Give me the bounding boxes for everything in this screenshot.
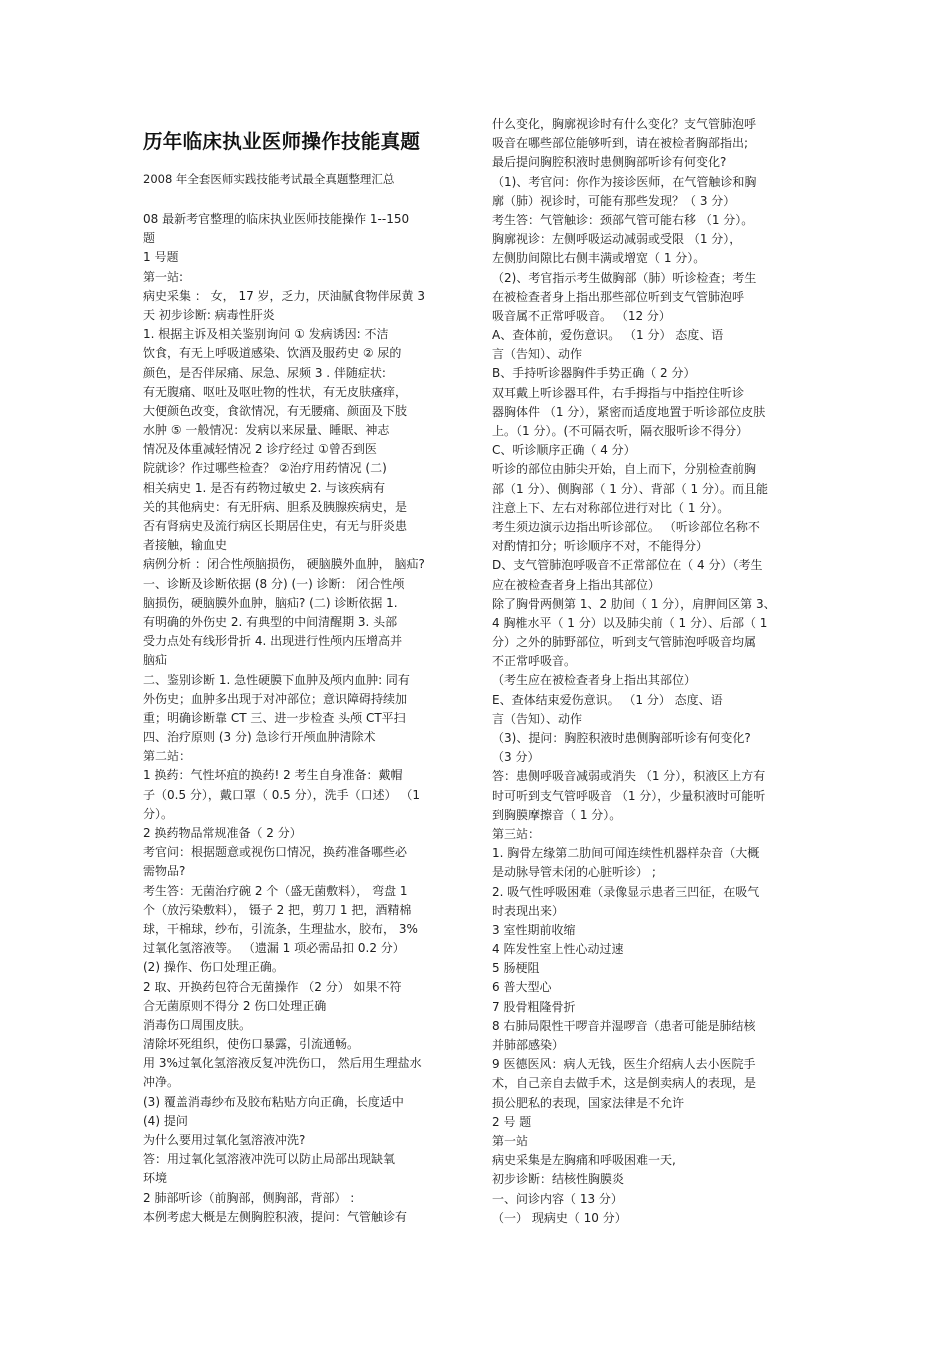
text-line: 对酌情扣分；听诊顺序不对，不能得分） (492, 539, 709, 554)
text-line: 4 阵发性室上性心动过速 (492, 942, 624, 957)
text-line: 言（告知）、动作 (492, 711, 583, 726)
text-line: 二、鉴别诊断 1. 急性硬膜下血肿及颅内血肿: 同有 (143, 672, 410, 687)
text-line: 考生答：气管触诊：颈部气管可能右移 （1 分）。 (492, 212, 754, 227)
text-line: 上。（1 分）。(不可隔衣听，隔衣服听诊不得分） (492, 424, 749, 438)
text-line: 听诊的部位由肺尖开始，自上而下，分别检查前胸 (492, 462, 757, 477)
text-line: 重；明确诊断靠 CT 三、进一步检查 头颅 CT平扫 (143, 710, 406, 725)
text-line: 合无菌原则不得分 2 伤口处理正确 (143, 998, 327, 1013)
text-line: 注意上下、左右对称部位进行对比（ 1 分）。 (492, 500, 730, 515)
text-line: （2)、考官指示考生做胸部（肺）听诊检查；考生 (492, 270, 757, 285)
text-line: 是动脉导管未闭的心脏听诊） ; (492, 865, 656, 880)
text-line: 者接触，输血史 (143, 538, 228, 553)
text-line: 病史采集是左胸痛和呼吸困难一天, (492, 1153, 676, 1168)
text-line: 清除坏死组织，使伤口暴露，引流通畅。 (143, 1037, 360, 1052)
text-line: 分）之外的肺野部位，听到支气管肺泡呼吸音均属 (492, 635, 757, 650)
text-line: 部（1 分）、侧胸部（ 1 分）、背部（ 1 分）。而且能 (492, 481, 768, 496)
text-line: 有明确的外伤史 2. 有典型的中间清醒期 3. 头部 (143, 614, 398, 629)
text-line: 脑疝 (143, 653, 168, 668)
text-line: 第一站 (492, 1133, 529, 1148)
text-line: （3)、提问：胸腔积液时患侧胸部听诊有何变化? (492, 731, 751, 745)
text-line: 2 肺部听诊（前胸部，侧胸部，背部） : (143, 1190, 355, 1205)
text-line: 天 初步诊断: 病毒性肝炎 (143, 307, 275, 322)
text-line: 答：用过氧化氢溶液冲洗可以防止局部出现缺氧 (143, 1152, 396, 1167)
text-line: 9 医德医风：病人无钱，医生介绍病人去小医院手 (492, 1057, 756, 1072)
text-line: 时可听到支气管呼吸音 （1 分），少量积液时可能听 (492, 788, 766, 803)
text-line: 1 换药：气性坏疽的换药! 2 考生自身准备：戴帽 (143, 768, 403, 783)
text-line: 到胸膜摩擦音（ 1 分）。 (492, 807, 622, 822)
text-line: 1 号题 (143, 250, 179, 265)
text-line: 院就诊？作过哪些检查？ ②治疗用药情况 (二) (143, 461, 387, 476)
text-line: 题 (143, 231, 156, 246)
text-line: 否有肾病史及流行病区长期居住史，有无与肝炎患 (143, 519, 408, 533)
text-line: 四、治疗原则 (3 分) 急诊行开颅血肿清除术 (143, 730, 376, 745)
text-line: 6 普大型心 (492, 980, 552, 995)
text-line: 本例考虑大概是左侧胸腔积液，提问：气管触诊有 (143, 1209, 408, 1224)
text-line: 考生答：无菌治疗碗 2 个（盛无菌敷料）， 弯盘 1 (143, 883, 408, 898)
right-column-text (492, 115, 812, 1228)
text-line: 初步诊断：结核性胸膜炎 (492, 1172, 625, 1187)
text-line: 3 室性期前收缩 (492, 922, 576, 937)
text-line: 言（告知）、动作 (492, 347, 583, 362)
text-line: 考生须边演示边指出听诊部位。 （听诊部位名称不 (492, 519, 760, 534)
text-line: 环境 (143, 1171, 168, 1186)
text-line: 吸音在哪些部位能够听到，请在被检者胸部指出; (492, 136, 749, 151)
left-column-text (143, 210, 461, 1227)
document-subtitle: 2008 年全套医师实践技能考试最全真题整理汇总 (143, 172, 395, 186)
text-line: 相关病史 1. 是否有药物过敏史 2. 与该疾病有 (143, 480, 386, 495)
text-line: 时表现出来） (492, 903, 565, 918)
text-line: 用 3%过氧化氢溶液反复冲洗伤口， 然后用生理盐水 (143, 1056, 422, 1071)
text-line: 关的其他病史：有无肝病、胆系及胰腺疾病史，是 (143, 499, 408, 514)
text-line: 过氧化氢溶液等。 （遗漏 1 项必需品扣 0.2 分） (143, 941, 405, 956)
text-line: (4) 提问 (143, 1113, 188, 1128)
text-line: 水肿 ⑤ 一般情况：发病以来尿量、睡眠、神志 (143, 423, 390, 438)
text-line: 双耳戴上听诊器耳件，右手拇指与中指控住听诊 (492, 385, 745, 400)
text-line: 在被检查者身上指出那些部位听到支气管肺泡呼 (492, 289, 745, 304)
text-line: 一、诊断及诊断依据 (8 分) (一) 诊断： 闭合性颅 (143, 576, 405, 591)
text-line: 脑损伤，硬脑膜外血肿，脑疝? (二) 诊断依据 1. (143, 595, 398, 610)
text-line: C、听诊顺序正确（ 4 分） (492, 443, 636, 458)
text-line: 最后提问胸腔积液时患侧胸部听诊有何变化? (492, 155, 727, 170)
text-line: 廓（肺）视诊时，可能有那些发现？（ 3 分） (492, 193, 736, 208)
text-line: 2 号 题 (492, 1114, 532, 1129)
text-line: 大便颜色改变，食欲情况，有无腰痛、颜面及下肢 (143, 403, 408, 418)
text-line: 答：患侧呼吸音减弱或消失 （1 分），积液区上方有 (492, 769, 766, 784)
text-line: A、查体前，爱伤意识。 （1 分） 态度、语 (492, 328, 724, 343)
text-line: 外伤史；血肿多出现于对冲部位；意识障碍持续加 (143, 691, 408, 706)
text-line: 08 最新考官整理的临床执业医师技能操作 1--150 (143, 212, 410, 226)
text-line: （1)、考官问：你作为接诊医师，在气管触诊和胸 (492, 174, 757, 189)
text-line: 情况及体重减轻情况 2 诊疗经过 ①曾否到医 (143, 442, 377, 457)
text-line: 应在被检查者身上指出其部位） (492, 577, 661, 592)
text-line: (3) 覆盖消毒纱布及胶布粘贴方向正确，长度适中 (143, 1094, 404, 1109)
text-line: 有无腹痛、呕吐及呕吐物的性状，有无皮肤瘙痒， (143, 384, 408, 399)
text-line: 饮食，有无上呼吸道感染、饮酒及服药史 ② 尿的 (143, 346, 402, 361)
text-line: 2. 吸气性呼吸困难（录像显示患者三凹征，在吸气 (492, 884, 760, 899)
text-line: (2) 操作、伤口处理正确。 (143, 960, 284, 975)
text-line: 不正常呼吸音。 (492, 654, 577, 669)
text-line: 需物品? (143, 864, 186, 879)
text-line: 为什么要用过氧化氢溶液冲洗? (143, 1133, 306, 1147)
text-line: 消毒伤口周围皮肤。 (143, 1017, 252, 1032)
text-line: 病例分析 ：闭合性颅脑损伤， 硬脑膜外血肿， 脑疝? (143, 557, 425, 572)
text-line: B、手持听诊器胸件手势正确（ 2 分） (492, 366, 696, 381)
text-line: 第二站： (143, 749, 192, 764)
text-line: 术，自己亲自去做手术，这是倒卖病人的表现，是 (492, 1076, 757, 1091)
text-line: 冲净。 (143, 1075, 180, 1090)
text-line: 5 肠梗阻 (492, 961, 540, 976)
text-line: 1. 根据主诉及相关鉴别询问 ① 发病诱因: 不洁 (143, 327, 389, 342)
text-line: 左侧肋间隙比右侧丰满或增宽（ 1 分）。 (492, 251, 706, 266)
text-line: 病史采集 ： 女， 17 岁，乏力，厌油腻食物伴尿黄 3 (143, 288, 425, 303)
text-line: 考官问：根据题意或视伤口情况，换药准备哪些必 (143, 845, 408, 860)
text-line: 2 换药物品常规准备（ 2 分） (143, 826, 302, 840)
text-line: 7 股骨粗隆骨折 (492, 999, 576, 1014)
text-line: D、支气管肺泡呼吸音不正常部位在（ 4 分）（考生 (492, 558, 763, 573)
text-line: 第三站： (492, 826, 541, 841)
text-line: （3 分） (492, 750, 540, 765)
text-line: 球，干棉球，纱布，引流条，生理盐水，胶布， 3% (143, 921, 418, 936)
document-title: 历年临床执业医师操作技能真题 (143, 130, 421, 153)
text-line: 受力点处有线形骨折 4. 出现进行性颅内压增高并 (143, 634, 403, 649)
text-line: 器胸体件 （1 分），紧密而适度地置于听诊部位皮肤 (492, 404, 766, 419)
text-line: 4 胸椎水平（ 1 分）以及肺尖前（ 1 分）、后部（ 1 (492, 615, 768, 630)
text-line: （一） 现病史（ 10 分） (492, 1210, 627, 1225)
text-line: （考生应在被检查者身上指出其部位） (492, 673, 697, 688)
text-line: 8 右肺局限性干啰音并湿啰音（患者可能是肺结核 (492, 1018, 756, 1033)
text-line: 分）。 (143, 806, 174, 821)
text-line: 1. 胸骨左缘第二肋间可闻连续性机器样杂音（大概 (492, 846, 760, 861)
text-line: 并肺部感染） (492, 1038, 565, 1052)
text-line: 一、问诊内容（ 13 分） (492, 1191, 623, 1206)
text-line: 损公肥私的表现，国家法律是不允许 (492, 1095, 685, 1110)
text-line: 个（放污染敷料）， 镊子 2 把，剪刀 1 把，酒精棉 (143, 902, 412, 917)
text-line: 什么变化，胸廓视诊时有什么变化？支气管肺泡呼 (492, 117, 757, 131)
text-line: E、查体结束爱伤意识。 （1 分） 态度、语 (492, 692, 723, 707)
text-line: 胸廓视诊：左侧呼吸运动减弱或受限 （1 分）， (492, 232, 742, 247)
text-line: 2 取、开换药包符合无菌操作 （2 分） 如果不符 (143, 979, 402, 994)
text-line: 吸音属不正常呼吸音。 （12 分） (492, 308, 671, 323)
text-line: 除了胸骨两侧第 1、2 肋间（ 1 分），肩胛间区第 3、 (492, 596, 776, 611)
text-line: 子（0.5 分），戴口罩（ 0.5 分），洗手（口述） （1 (143, 787, 421, 802)
text-line: 第一站: (143, 269, 184, 284)
text-line: 颜色，是否伴尿痛、尿急、尿频 3 . 伴随症状: (143, 365, 386, 380)
